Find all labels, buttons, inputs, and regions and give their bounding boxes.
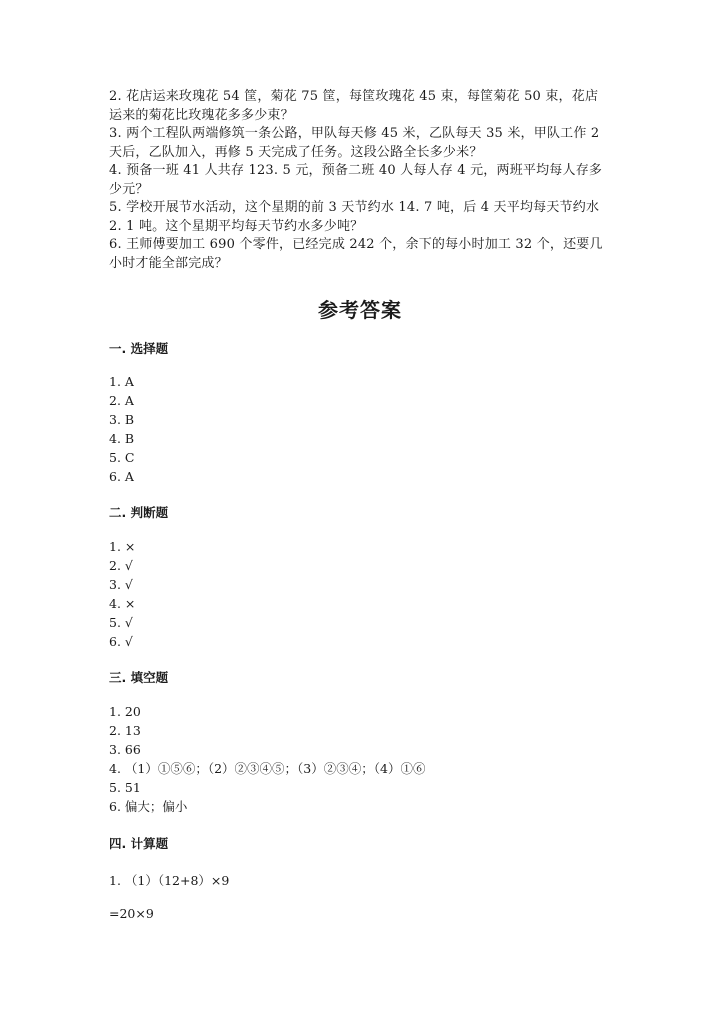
answer-item: 2. 13: [109, 722, 141, 738]
answer-list: [109, 538, 135, 651]
section-judge: [109, 505, 609, 649]
problem-5: 5. 学校开展节水活动，这个星期的前 3 天节约水 14. 7 吨，后 4 天平均每天节约水 2. 1 吨。这个星期平均每天节约水多少吨？: [109, 200, 600, 234]
section-choice: [109, 341, 609, 484]
answer-item: 1. A: [109, 374, 134, 389]
section-fill: [109, 670, 609, 814]
answer-item: 6. 偏大；偏小: [109, 798, 188, 814]
answer-item: 1. 20: [109, 704, 141, 719]
word-problems: [109, 88, 609, 273]
answer-item: 6. A: [109, 468, 134, 484]
answer-item: 3. B: [109, 411, 135, 427]
section-calc: [109, 836, 609, 921]
section-heading: 二. 判断题: [109, 505, 169, 520]
answer-item: 4. B: [109, 430, 135, 446]
calc-line: =20×9: [109, 906, 154, 921]
section-heading: 四. 计算题: [109, 836, 169, 851]
answer-item: 4. （1）①⑤⑥；（2）②③④⑤；（3）②③④；（4）①⑥: [109, 760, 426, 776]
section-heading: 一. 选择题: [109, 341, 169, 356]
answer-item: 2. √: [109, 557, 133, 573]
answer-item: 2. A: [109, 392, 134, 408]
answer-item: 5. C: [109, 449, 135, 465]
answer-item: 5. 51: [109, 779, 141, 795]
answer-item: 6. √: [109, 633, 133, 649]
answer-item: 4. ×: [109, 595, 136, 611]
answer-list: [109, 703, 425, 816]
answer-item: 5. √: [109, 614, 133, 630]
answer-item: 1. ×: [109, 539, 136, 554]
problem-3: 3. 两个工程队两端修筑一条公路，甲队每天修 45 米，乙队每天 35 米，甲队工作 2 天后，乙队加入，再修 5 天完成了任务。这段公路全长多少米？: [109, 126, 600, 160]
answer-item: 3. √: [109, 576, 133, 592]
problem-4: 4. 预备一班 41 人共存 123. 5 元，预备二班 40 人每人存 4 元，两班平均每人存多少元？: [109, 163, 603, 197]
answer-list: [109, 373, 134, 486]
section-heading: 三. 填空题: [109, 670, 169, 685]
answer-title: 参考答案: [318, 298, 402, 322]
calc-line: 1. （1）（12+8）×9: [109, 873, 230, 888]
answer-item: 3. 66: [109, 741, 141, 757]
problem-2: 2. 花店运来玫瑰花 54 筐，菊花 75 筐，每筐玫瑰花 45 束，每筐菊花 50 束，花店运来的菊花比玫瑰花多多少束？: [109, 89, 599, 123]
problem-6: 6. 王师傅要加工 690 个零件，已经完成 242 个，余下的每小时加工 32 个，还要几小时才能全部完成？: [109, 237, 603, 271]
